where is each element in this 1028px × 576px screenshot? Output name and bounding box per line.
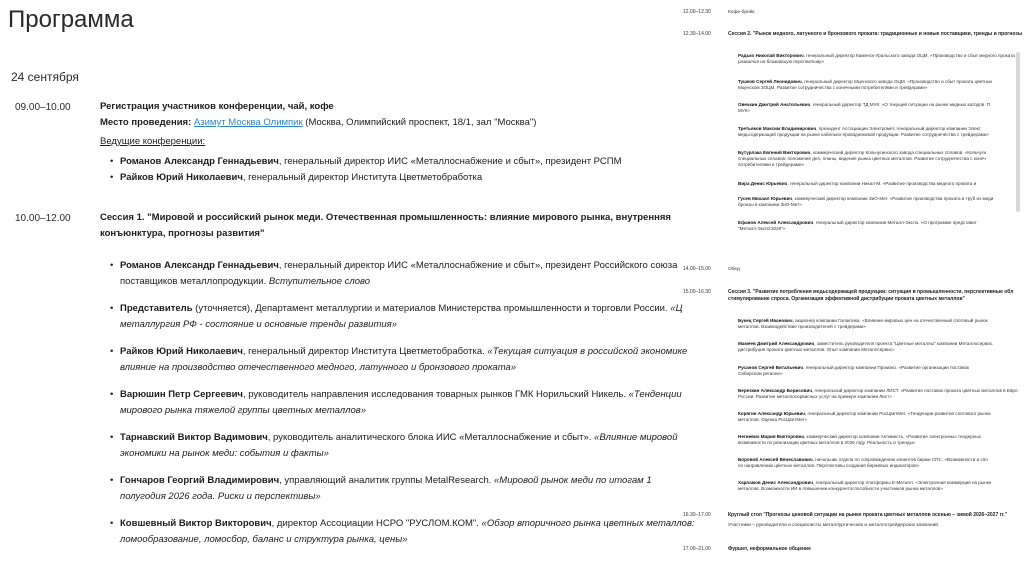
list-item (108, 430, 708, 462)
speaker-topic-start: «Обзор вторичного рынка цветных металлов: (481, 518, 695, 529)
list-item (738, 365, 1028, 377)
speaker-topic: Вступительное слово (268, 276, 371, 287)
program-right-column (676, 0, 1024, 576)
speaker-name: Ковшевный Виктор Викторович (120, 518, 272, 529)
speaker-topic: металлов. Взаимодействие производителей с трейдерами» (738, 324, 866, 330)
speaker-topic: "Металл-Экспо'2026"» (738, 226, 786, 232)
speaker-topic: металлов. Возможности ИИ в повышении конкурентоспособности участников рынка металлов» (738, 486, 943, 492)
speaker-desc: , генеральный директор ИИС «Металлоснабжение и сбыт», президент Российского союза (278, 260, 678, 271)
speaker-name: Харламов Денис Александрович (738, 480, 814, 485)
host-name: Романов Александр Геннадьевич (120, 156, 279, 167)
session1-speakers (108, 258, 708, 548)
session3-title-line1: Сессия 3. "Развитие потребления медьсодержащей продукции: ситуация в промышленности, перспективные обл (728, 289, 1014, 295)
session2-time: 12.30–14.00 (683, 31, 711, 37)
hosts-list (108, 154, 708, 186)
list-item (738, 457, 1028, 469)
speaker-topic-line (120, 274, 708, 290)
speaker-topic: по направлению цветных металлов. Перспективы создания биржевых индикаторов» (738, 463, 920, 469)
roundtable-time: 16.30–17.00 (683, 512, 711, 518)
speaker-name: Третьяков Максим Владимирович (738, 126, 817, 131)
list-item (108, 473, 708, 505)
session1-title-line2: конъюнктура, прогнозы развития" (100, 228, 265, 239)
list-item (108, 344, 708, 376)
coffee-break: Кофе-брейк (728, 10, 755, 15)
list-item (738, 318, 1028, 330)
list-item (738, 220, 1028, 232)
speaker-topic: влияние на производство отечественного медного, латунного и бронзового проката» (120, 362, 517, 373)
speaker-desc: , генеральный директор компании Металл-Эксло. «О программе представит (813, 220, 977, 225)
lunch: Обед (728, 267, 740, 272)
list-item (738, 181, 1028, 187)
speaker-name: Тушков Сергей Леонидович (738, 79, 802, 84)
venue-address: (Москва, Олимпийский проспект, 18/1, зал "Москва") (305, 117, 537, 128)
venue-label: Место проведения: (100, 117, 192, 128)
speaker-name: Райков Юрий Николаевич (120, 346, 243, 357)
speaker-desc: , заместитель руководителя проекта "Цветные металлы" компании Металлосервис. (814, 341, 994, 346)
session1-time: 10.00–12.00 (15, 213, 71, 224)
list-item (108, 154, 708, 170)
speaker-topic: экономики на рынок меди: события и факты» (120, 448, 329, 459)
list-item (738, 102, 1028, 114)
speaker-topic: развития на ближайшую перспективу» (738, 59, 825, 65)
speaker-name: Березкин Александр Борисович (738, 388, 812, 393)
speaker-desc: , директор Ассоциации НСРО "РУСЛОМ.КОМ". (271, 518, 482, 529)
speaker-desc: , руководитель направления исследования товарных рынков ГМК Норильский Никель. (242, 389, 629, 400)
list-item (738, 53, 1028, 65)
roundtable-title: Круглый стол "Прогнозы ценовой ситуации на рынке проката цветных металлов осенью – зимой 2026–2027 гг." (728, 512, 1008, 518)
speaker-name: Овечкин Дмитрий Анатольевич (738, 102, 811, 107)
registration-time: 09.00–10.00 (15, 102, 71, 113)
program-date: 24 сентября (11, 70, 79, 84)
page-title: Программа (8, 6, 134, 33)
speaker-topic: металлов. Оценка РосЦветМет» (738, 417, 808, 423)
speaker-desc: , генеральный директор компании Никал-М. «Развитие производства медного проката и (787, 181, 977, 186)
session3-title-line2: стимулирование спроса. Организация эффективной дистрибуции проката цветных металлов" (728, 296, 965, 302)
speaker-desc-cont: поставщиков металлопродукции. (120, 276, 269, 287)
speaker-desc: , акционер компании Галактика. «Влияние мировых цен на отечественный спотовый рынок (792, 318, 988, 323)
speaker-desc: , генеральный директор платформы Е-Металл. «Электронная коммерция на рынке (813, 480, 992, 485)
speaker-desc: , коммерческий директор компании ЗиО-Мет. «Развитие производства проката и труб из меди (792, 196, 994, 201)
speaker-topic-start: «Ц (670, 303, 683, 314)
speaker-name: Бутурлака Евгений Викторович (738, 150, 811, 155)
speaker-topic: России. Развитие металлосервисных услуг на примере компании Лист» (738, 394, 892, 400)
registration-title: Регистрация участников конференции, чай, кофе (100, 101, 334, 112)
speaker-desc: , президент Ассоциации Электромет, генеральный директор компании Элект (816, 126, 981, 131)
speaker-name: Гусев Михаил Юрьевич (738, 196, 793, 201)
speaker-desc: , генеральный директор компании Промэко. «Развитие организации поставок (803, 365, 970, 370)
host-desc: , генеральный директор Института Цветметобработка (242, 172, 483, 183)
speaker-topic-start: «Текущая ситуация в российской экономике (487, 346, 688, 357)
list-item (738, 388, 1028, 400)
speaker-desc: (уточняется), Департамент металлургии и материалов Министерства промышленности и торговли России. (192, 303, 671, 314)
list-item (108, 301, 708, 333)
speaker-topic: металлургия РФ - состояние и основные тренды развития» (120, 319, 398, 330)
speaker-name: Русанов Сергей Витальевич (738, 365, 804, 370)
session1-title-block (100, 210, 740, 242)
speaker-desc: , генеральный директор компании РосЦветМет. «Тенденции развития спотового рынка (804, 411, 991, 416)
list-item (108, 170, 708, 186)
list-item (738, 480, 1028, 492)
speaker-desc: , генеральный директор ТД МУК. «О текущей ситуации на рынке медных катодов. П (810, 102, 991, 107)
buffet-time: 17.00–21.00 (683, 546, 711, 552)
list-item (738, 411, 1028, 423)
speaker-name: Вира Денис Юрьевич (738, 181, 788, 186)
speaker-name: Боровой Алексей Вячеславович (738, 457, 813, 462)
registration-block (100, 99, 740, 131)
venue-link[interactable]: Азимут Москва Олимпик (193, 117, 303, 128)
list-item (108, 516, 708, 548)
speaker-desc: , генеральный директор Института Цветметобработка. (242, 346, 488, 357)
speaker-desc: , коммерческий директор компании Актиместь. «Развитие электронных тендерных (803, 434, 981, 439)
list-item (738, 150, 1028, 169)
venue-line (100, 115, 740, 131)
speaker-topic: специальных сплавов: положение дел, планы, видение рынка цветных металлов. Развитие сотрудничества с конеч (738, 156, 986, 162)
speaker-name: Варюшин Петр Сергеевич (120, 389, 243, 400)
speaker-desc: , управляющий аналитик группы MetalResearch. (279, 475, 495, 486)
speaker-desc: , генеральный директор Мценского завода ОЦМ. «Производство и сбыт проката цветных (801, 79, 993, 84)
speaker-topic: бронзы в компании ЗиО-Мет» (738, 202, 802, 208)
speaker-desc: , руководитель аналитического блока ИИС «Металлоснабжение и сбыт». (267, 432, 595, 443)
speaker-name: Тарнавский Виктор Вадимович (120, 432, 268, 443)
speaker-desc: , начальник отдела по сопровождению клиентов биржи СПС. «Возможности и спо (812, 457, 988, 462)
speaker-name: Гончаров Георгий Владимирович (120, 475, 280, 486)
speaker-name: Радько Николай Викторович (738, 53, 804, 58)
speaker-topic: полугодия 2026 года. Риски и перспективы» (120, 491, 321, 502)
session2-title: Сессия 2. "Рынок медного, латунного и бронзового проката: традиционные и новые поставщики, тренды и прогнозы (728, 31, 1023, 37)
session1-title-line1: Сессия 1. "Мировой и российский рынок меди. Отечественная промышленность: влияние мирового рынка, внутренняя (100, 212, 671, 223)
list-item (738, 434, 1028, 446)
list-item (108, 387, 708, 419)
speaker-topic: Мценском ЗОЦМ. Развитие сотрудничества с конечными потребителями и трейдерами» (738, 85, 928, 91)
speaker-topic: ломообразование, ломосбор, баланс и структура рынка, цены» (120, 534, 408, 545)
vertical-scrollbar[interactable] (1016, 52, 1020, 212)
roundtable-participants: Участники – руководители и специалисты металлургических и металлотрейдерских компаний. (728, 523, 940, 528)
speaker-name: Букец Сергей Иванович (738, 318, 793, 323)
coffee-time: 12.00–12.30 (683, 9, 711, 15)
speaker-name: Негиевич Мария Викторовна (738, 434, 804, 439)
speaker-desc: , коммерческий директор Кольчугинского завода специальных сплавов. «Кольчуги (810, 150, 987, 155)
buffet: Фуршет, неформальное общение (728, 546, 811, 552)
speaker-topic-start: «Тенденции (628, 389, 682, 400)
speaker-desc: , генеральный директор компании ЛИСТ. «Развитие поставок проката цветных металлов в Евро (812, 388, 1018, 393)
list-item (738, 79, 1028, 91)
speaker-topic: МУК» (738, 108, 750, 114)
speaker-topic: мирового рынка тяжелой группы цветных металлов» (120, 405, 367, 416)
speaker-topic: дистрибуция проката цветных металлов. Опыт компании Металлсервис» (738, 347, 895, 353)
speaker-topic: медьсодержащий продукции на рынке кабельно-проводниковой продукции. Развитие сотрудничества с трейдерами» (738, 132, 989, 138)
hosts-label-block (100, 134, 740, 150)
speaker-topic: Сибирском регионе» (738, 371, 783, 377)
speaker-desc: , генеральный директор Каменск-Уральского завода ОЦМ. «Производство и сбыт медного проката (803, 53, 1015, 58)
speaker-name: Ефанов Алексей Александрович (738, 220, 814, 225)
speaker-name: Представитель (120, 303, 193, 314)
speaker-topic-cont: потребителями и трейдерами» (738, 162, 805, 168)
list-item (738, 126, 1028, 138)
hosts-label: Ведущие конференции: (100, 136, 206, 147)
speaker-name: Мамеев Дмитрий Александрович (738, 341, 815, 346)
speaker-name: Романов Александр Геннадьевич (120, 260, 279, 271)
lunch-time: 14.00–15.00 (683, 266, 711, 272)
host-desc: , генеральный директор ИИС «Металлоснабжение и сбыт», президент РСПМ (278, 156, 622, 167)
host-name: Райков Юрий Николаевич (120, 172, 243, 183)
speaker-name: Корягин Александр Юрьевич (738, 411, 805, 416)
speaker-topic: возможности по реализации цветных металлов в 2026 году. Реальность и тренды» (738, 440, 916, 446)
session3-time: 15.00–16.30 (683, 289, 711, 295)
list-item (738, 341, 1028, 353)
list-item (738, 196, 1028, 208)
speaker-topic-start: «Мировой рынок меди по итогам 1 (494, 475, 652, 486)
speaker-topic-start: «Влияние мировой (594, 432, 678, 443)
list-item (108, 258, 708, 290)
